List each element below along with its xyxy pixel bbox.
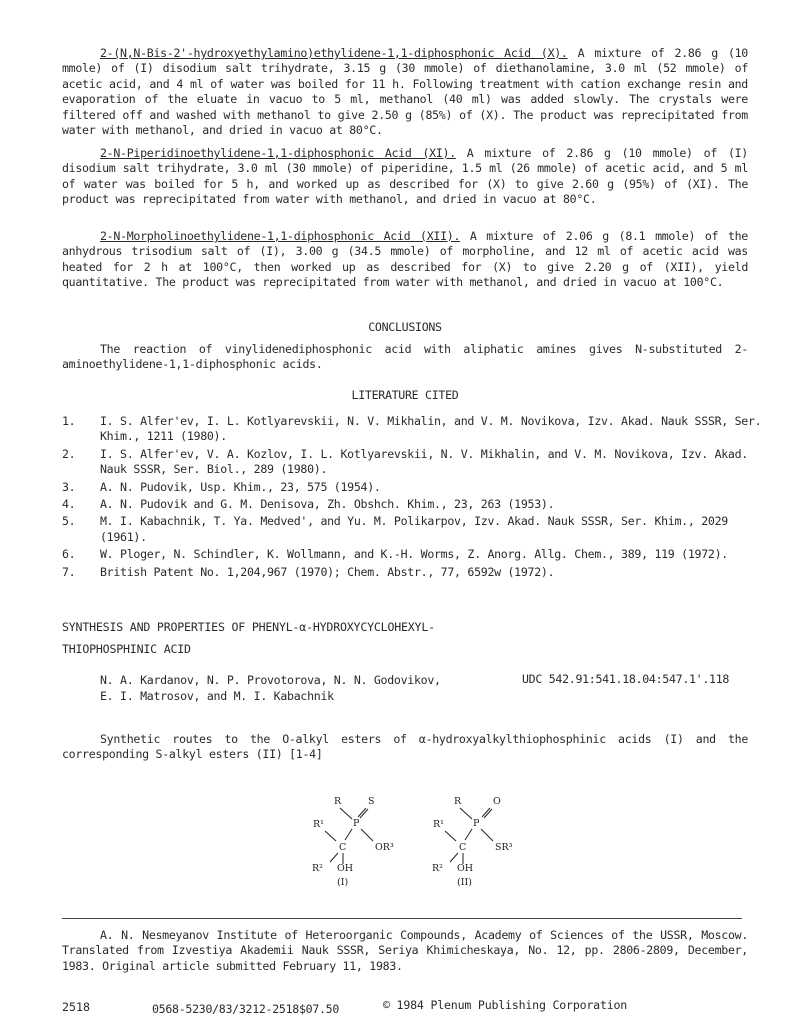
authors-line2: E. I. Matrosov, and M. I. Kabachnik [100,689,334,703]
reference-number: 6. [62,547,76,562]
reference-item [62,480,762,495]
struct2-oh: OH [457,863,474,874]
reference-item [62,547,762,562]
reference-number: 2. [62,446,76,461]
reference-item [62,414,762,445]
page-number: 2518 [62,1000,90,1014]
struct1-or3: OR³ [375,842,394,853]
structure-ii [432,796,513,888]
literature-heading: LITERATURE CITED [351,388,459,402]
article-intro [62,732,748,763]
struct2-r: R [454,796,462,807]
compound-xi-title: 2-N-Piperidinoethylidene-1,1-diphosphonic Acid (XI). [100,146,456,160]
struct1-p: P [353,818,360,829]
reference-number: 1. [62,414,76,428]
authors-line1: N. A. Kardanov, N. P. Provotorova, N. N. Godovikov, [100,673,441,687]
reference-text: W. Ploger, N. Schindler, K. Wollmann, and K.-H. Worms, Z. Anorg. Allg. Chem., 389, 119 (1972). [100,547,728,562]
intro-text: Synthetic routes to the O-alkyl esters of α-hydroxyalkylthiophosphinic acids (I) and the corresponding S-alkyl esters (II) [1-4] [62,732,748,762]
struct2-r2: R² [432,863,443,874]
struct1-r: R [334,796,342,807]
footnote [62,928,748,974]
struct2-r1: R¹ [433,819,444,830]
struct1-r2: R² [312,863,323,874]
article-code: 0568-5230/83/3212-2518$07.50 [152,1002,340,1016]
struct1-label: (I) [337,877,349,888]
conclusions-text [62,342,748,373]
struct1-r1: R¹ [313,819,324,830]
reference-number: 4. [62,497,76,512]
article-title-line1: SYNTHESIS AND PROPERTIES OF PHENYL-α-HYDROXYCYCLOHEXYL- [62,620,435,634]
compound-x-body: A mixture of 2.86 g (10 mmole) of (I) disodium salt trihydrate, 3.15 g (30 mmole) of diethanolamine, 3.0 ml (52 mmole) of acetic acid, and 4 ml of water was boiled for 11 h. Following treatment with cation exchange resin and evaporation of the eluate in vacuo to 5 ml, methanol (40 ml) was added slowly. The crystals were filtered off and washed with methanol to give 2.50 g (85%) of (X). The product was reprecipitated from water with methanol, and dried in vacuo at 80°C. [62,46,748,138]
footnote-text: A. N. Nesmeyanov Institute of Heteroorganic Compounds, Academy of Sciences of the USSR, Moscow. Translated from Izvestiya Akademii Nauk SSSR, Seriya Khimicheskaya, No. 12, pp. 2806-2809, December, 1983. Original article submitted February 11, 1983. [62,928,748,973]
udc-code: UDC 542.91:541.18.04:547.1'.118 [522,672,730,686]
paragraph-compound-xi [62,146,748,208]
chemical-structures [300,795,550,895]
compound-xi-body: A mixture of 2.86 g (10 mmole) of (I) disodium salt trihydrate, 3.0 ml (30 mmole) of piperidine, 1.5 ml (26 mmole) of acetic acid, and 5 ml of water was boiled for 5 h, and worked up as described for (X) to give 2.60 g (95%) of (XI). The product was reprecipitated from water with methanol, and dried in vacuo at 80°C. [62,146,748,207]
reference-item [62,514,762,545]
reference-list [62,414,762,582]
article-title-line2: THIOPHOSPHINIC ACID [62,642,191,656]
conclusions-heading: CONCLUSIONS [368,320,442,334]
struct2-sr3: SR³ [495,842,513,853]
reference-text: A. N. Pudovik, Usp. Khim., 23, 575 (1954). [100,479,381,494]
paragraph-compound-xii [62,229,748,291]
reference-text: M. I. Kabachnik, T. Ya. Medved', and Yu. M. Polikarpov, Izv. Akad. Nauk SSSR, Ser. Khim., 2029 (1961). [100,514,728,544]
reference-item [62,447,762,478]
reference-number: 7. [62,564,76,579]
struct2-p: P [473,818,480,829]
reference-number: 3. [62,479,76,494]
structure-i [312,796,394,888]
copyright: © 1984 Plenum Publishing Corporation [383,998,628,1012]
conclusions-body: The reaction of vinylidenediphosphonic acid with aliphatic amines gives N-substituted 2-aminoethylidene-1,1-diphosphonic acids. [62,342,748,372]
reference-number: 5. [62,514,76,529]
struct2-o: O [493,796,501,807]
compound-xii-body: A mixture of 2.06 g (8.1 mmole) of the anhydrous trisodium salt of (I), 3.00 g (34.5 mmole) of morpholine, and 12 ml of acetic acid was heated for 2 h at 100°C, then worked up as described for (X) to give 2.20 g of (XII), yield quantitative. The product was reprecipitated from water with methanol, and dried in vacuo at 100°C. [62,229,748,290]
reference-text: British Patent No. 1,204,967 (1970); Chem. Abstr., 77, 6592w (1972). [100,564,555,579]
footnote-divider [62,918,742,919]
compound-x-title: 2-(N,N-Bis-2'-hydroxyethylamino)ethylidene-1,1-diphosphonic Acid (X). [100,46,568,60]
struct1-s: S [368,796,375,807]
reference-item [62,565,762,580]
struct1-oh: OH [337,863,354,874]
reference-item [62,497,762,512]
reference-text: I. S. Alfer'ev, V. A. Kozlov, I. L. Kotlyarevskii, N. V. Mikhalin, and V. M. Novikova, Izv. Akad. Nauk SSSR, Ser. Biol., 289 (1980). [100,446,748,477]
paragraph-compound-x [62,46,748,138]
struct2-label: (II) [457,877,472,888]
struct1-c: C [339,842,347,853]
article-authors [100,672,441,704]
compound-xii-title: 2-N-Morpholinoethylidene-1,1-diphosphonic Acid (XII). [100,229,461,243]
reference-text: I. S. Alfer'ev, I. L. Kotlyarevskii, N. V. Mikhalin, and V. M. Novikova, Izv. Akad. Nauk SSSR, Ser. Khim., 1211 (1980). [100,414,762,444]
struct2-c: C [459,842,467,853]
reference-text: A. N. Pudovik and G. M. Denisova, Zh. Obshch. Khim., 23, 263 (1953). [100,497,555,512]
